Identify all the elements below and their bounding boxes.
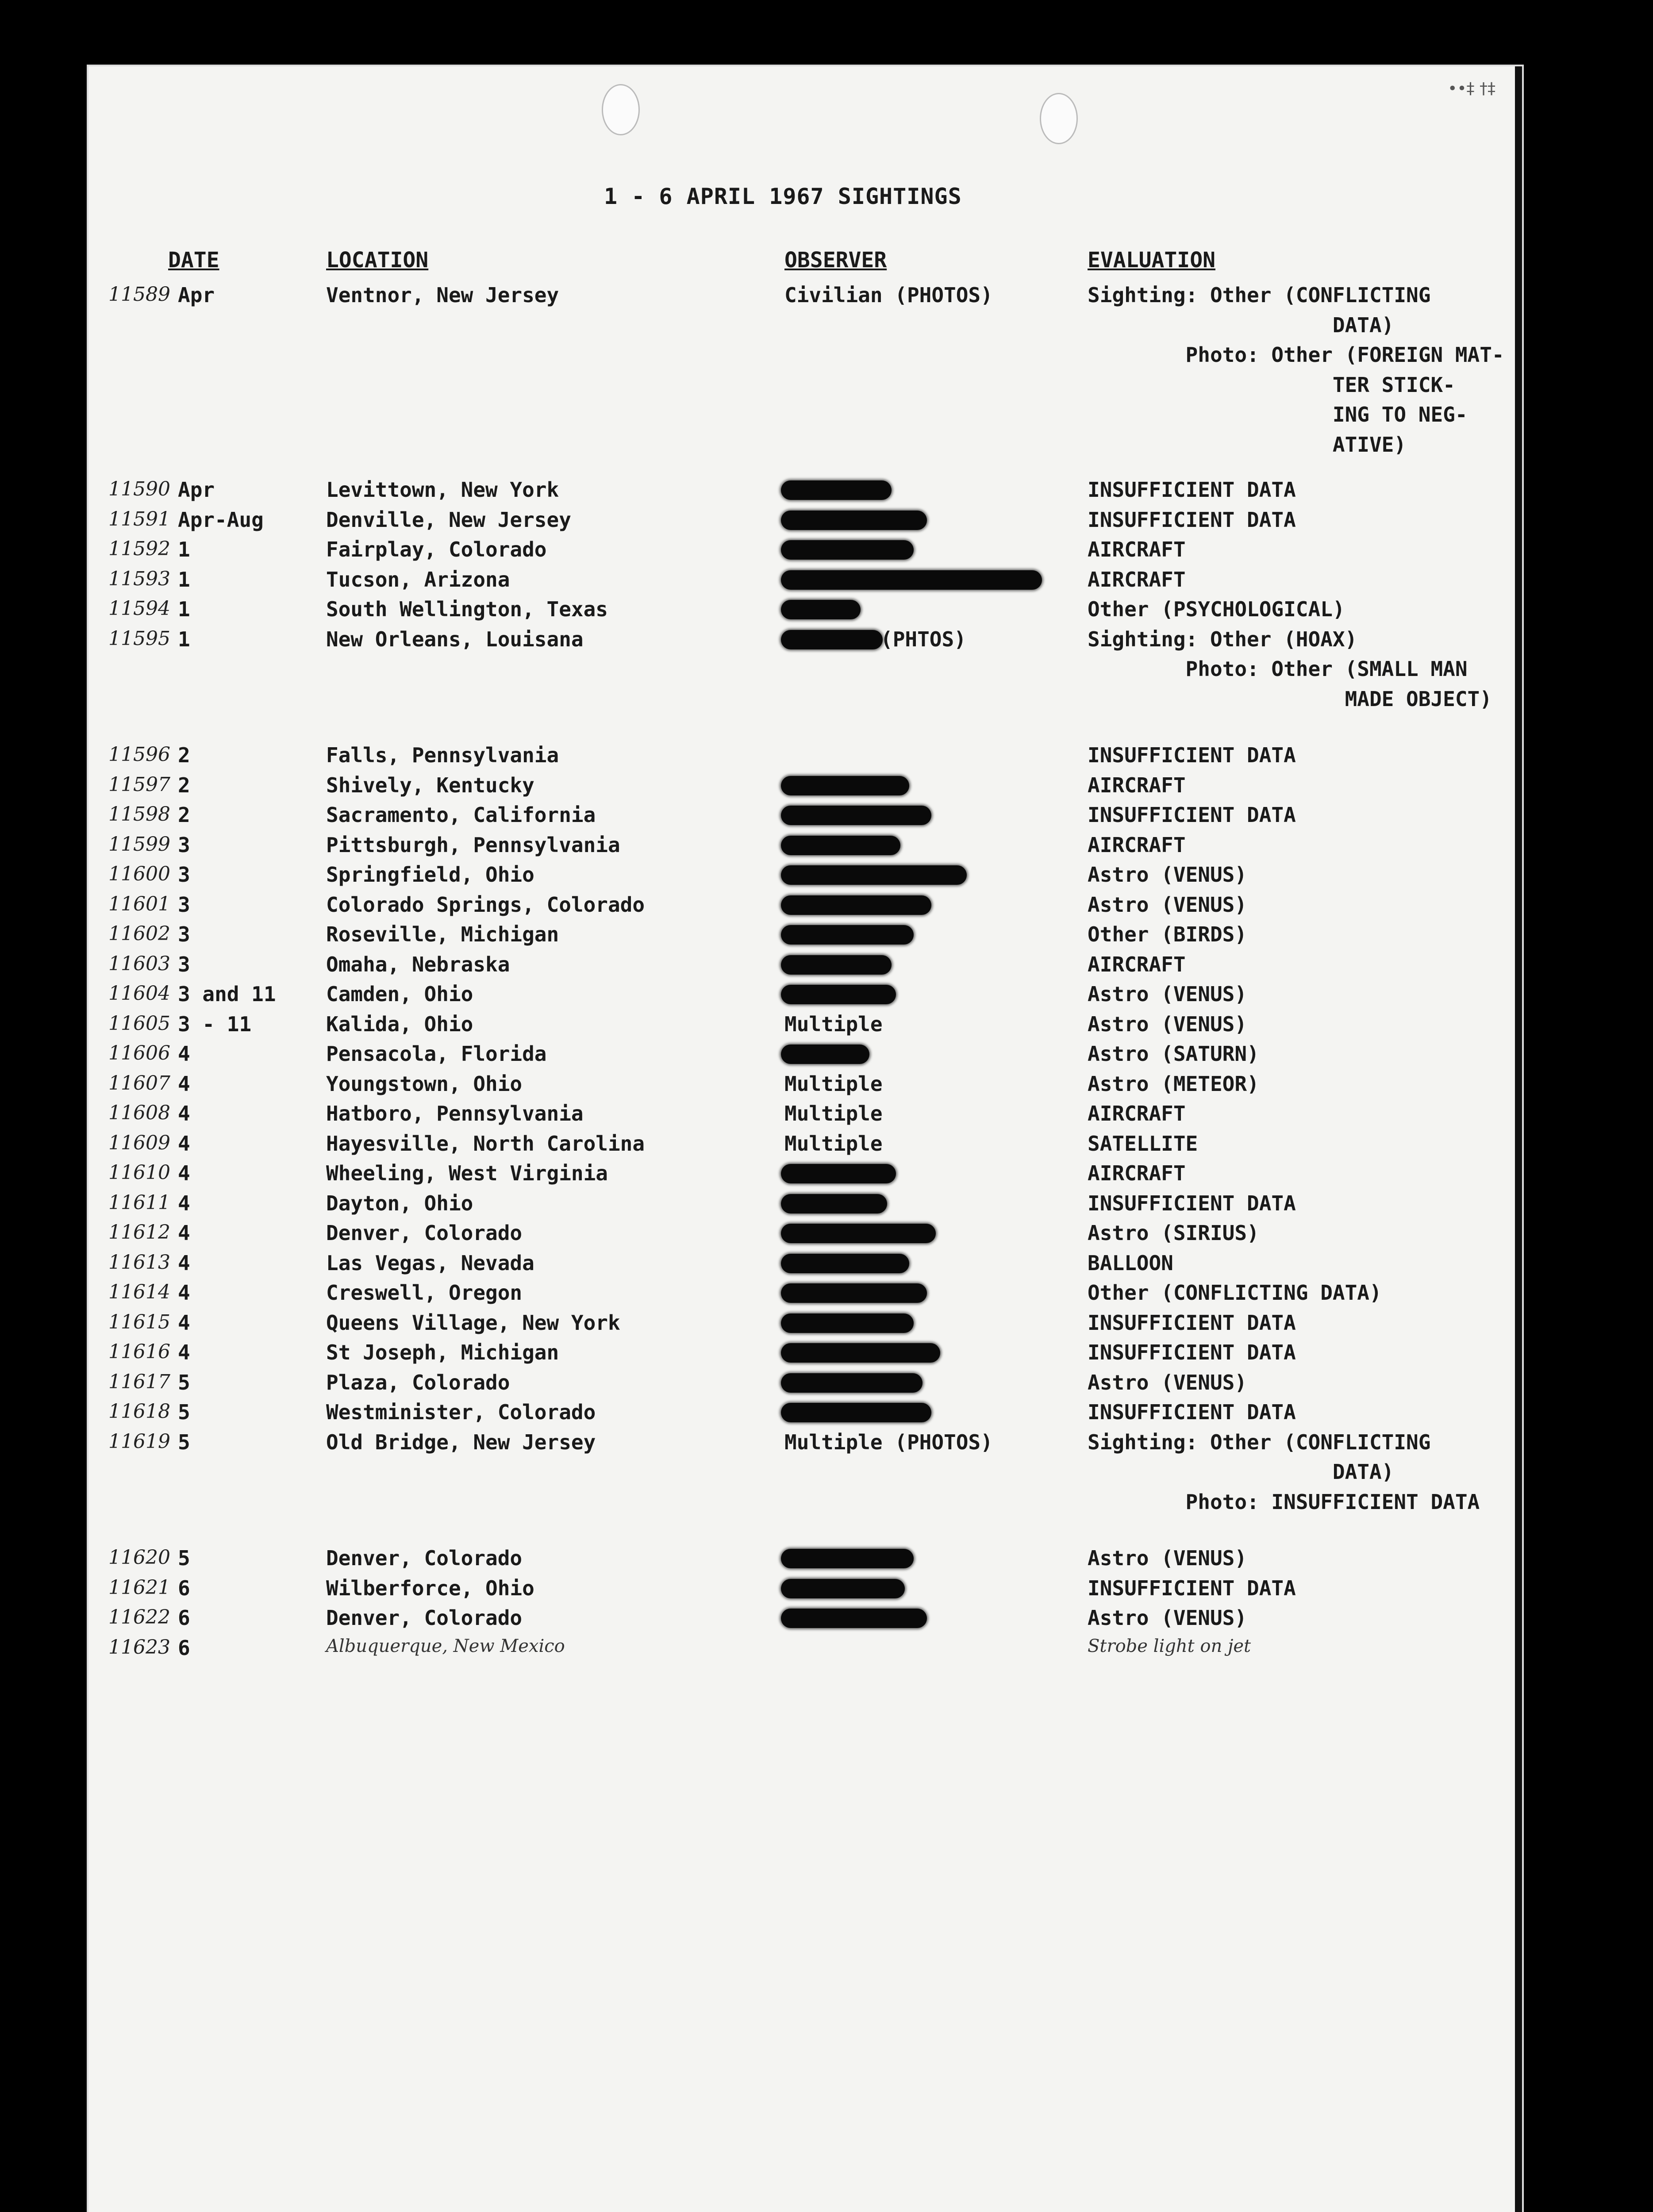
record-number: 11592 (108, 538, 170, 560)
sighting-date: 4 (178, 1221, 190, 1245)
evaluation-line: BALLOON (1088, 1251, 1173, 1275)
observer: Multiple (784, 1102, 883, 1125)
evaluation-line: AIRCRAFT (1088, 567, 1186, 591)
sighting-date: 4 (178, 1042, 190, 1066)
redaction-mark (781, 1403, 931, 1422)
sighting-date: 1 (178, 538, 190, 561)
sighting-date: 3 (178, 922, 190, 946)
table-row (88, 803, 1522, 830)
sighting-location: Sacramento, California (326, 803, 596, 827)
sighting-date: 4 (178, 1131, 190, 1156)
record-number: 11612 (108, 1221, 170, 1244)
header-observer: OBSERVER (784, 248, 887, 273)
redaction-mark (781, 895, 931, 915)
table-row (88, 833, 1522, 860)
table-row (88, 478, 1522, 504)
sighting-location: Kalida, Ohio (326, 1012, 473, 1036)
table-row (88, 1430, 1522, 1514)
sighting-date: 6 (178, 1606, 190, 1630)
sighting-location: Albuquerque, New Mexico (326, 1636, 565, 1656)
sighting-date: 1 (178, 597, 190, 621)
evaluation-line: Sighting: Other (CONFLICTING (1088, 283, 1431, 307)
record-number: 11618 (108, 1400, 170, 1423)
record-number: 11591 (108, 507, 170, 530)
evaluation-line: INSUFFICIENT DATA (1088, 743, 1296, 767)
table-row (88, 1102, 1522, 1128)
redaction-mark (781, 1164, 896, 1183)
redaction-mark (781, 1373, 923, 1393)
observer: Multiple (784, 1012, 883, 1036)
sighting-date: Apr (178, 283, 215, 307)
redaction-mark (781, 630, 883, 649)
redaction-mark (781, 1313, 914, 1333)
evaluation-line: Sighting: Other (CONFLICTING (1088, 1430, 1431, 1454)
evaluation-line: Other (CONFLICTING DATA) (1088, 1281, 1382, 1305)
sighting-date: 4 (178, 1340, 190, 1364)
sighting-location: Falls, Pennsylvania (326, 743, 559, 767)
sighting-date: 2 (178, 803, 190, 827)
sighting-location: Queens Village, New York (326, 1310, 620, 1335)
evaluation-line: Strobe light on jet (1088, 1636, 1251, 1656)
record-number: 11593 (108, 567, 170, 590)
evaluation-line: Astro (VENUS) (1088, 863, 1247, 887)
evaluation-line: AIRCRAFT (1088, 952, 1186, 976)
redaction-mark (781, 480, 892, 500)
table-row (88, 568, 1522, 594)
header-evaluation: EVALUATION (1088, 248, 1215, 273)
record-number: 11616 (108, 1340, 170, 1363)
table-row (88, 1371, 1522, 1397)
sighting-date: 4 (178, 1191, 190, 1215)
sighting-date: 6 (178, 1576, 190, 1600)
table-row (88, 1042, 1522, 1068)
observer: Multiple (PHOTOS) (784, 1430, 993, 1454)
sighting-location: Youngstown, Ohio (326, 1071, 523, 1096)
table-row (88, 922, 1522, 949)
redaction-mark (781, 1283, 927, 1303)
sighting-date: 2 (178, 773, 190, 797)
evaluation-line: Other (PSYCHOLOGICAL) (1088, 597, 1345, 621)
sighting-date: 4 (178, 1071, 190, 1096)
record-number: 11604 (108, 982, 170, 1005)
sighting-location: Dayton, Ohio (326, 1191, 473, 1215)
redaction-mark (781, 1224, 936, 1243)
evaluation-line: DATA) (1088, 313, 1394, 337)
evaluation-line: Photo: INSUFFICIENT DATA (1088, 1490, 1480, 1514)
table-row (88, 1072, 1522, 1098)
evaluation-line: DATA) (1088, 1460, 1394, 1484)
sighting-date: 1 (178, 627, 190, 651)
sighting-date: 5 (178, 1430, 190, 1454)
table-row (88, 1576, 1522, 1603)
table-row (88, 952, 1522, 979)
table-row (88, 1606, 1522, 1632)
redaction-mark (781, 1579, 905, 1598)
redaction-mark (781, 955, 892, 975)
record-number: 11603 (108, 952, 170, 975)
sighting-date: 3 (178, 863, 190, 887)
evaluation-line: AIRCRAFT (1088, 773, 1186, 797)
evaluation-line: AIRCRAFT (1088, 1102, 1186, 1125)
sighting-date: 4 (178, 1102, 190, 1125)
sighting-date: 3 (178, 892, 190, 917)
sighting-date: 4 (178, 1310, 190, 1335)
table-row (88, 982, 1522, 1009)
sighting-date: 2 (178, 743, 190, 767)
evaluation-line: INSUFFICIENT DATA (1088, 507, 1296, 532)
record-number: 11621 (108, 1576, 170, 1599)
table-row (88, 1012, 1522, 1039)
record-number: 11600 (108, 863, 170, 885)
record-number: 11614 (108, 1281, 170, 1303)
sighting-location: Fairplay, Colorado (326, 538, 547, 561)
redaction-mark (781, 1609, 927, 1628)
record-number: 11615 (108, 1310, 170, 1333)
record-number: 11596 (108, 743, 170, 766)
sighting-date: Apr-Aug (178, 507, 264, 532)
record-number: 11605 (108, 1012, 170, 1035)
sighting-date: 4 (178, 1281, 190, 1305)
evaluation-line: INSUFFICIENT DATA (1088, 1400, 1296, 1424)
sighting-location: Levittown, New York (326, 478, 559, 502)
record-number: 11610 (108, 1161, 170, 1184)
evaluation-line: ATIVE) (1088, 432, 1407, 457)
evaluation-line: INSUFFICIENT DATA (1088, 1340, 1296, 1364)
sighting-date: 3 (178, 952, 190, 976)
sighting-location: Colorado Springs, Colorado (326, 892, 645, 917)
observer: Multiple (784, 1131, 883, 1156)
redaction-mark (781, 776, 909, 795)
evaluation-line: Astro (VENUS) (1088, 1546, 1247, 1570)
header-date: DATE (168, 248, 219, 273)
sighting-location: Westminister, Colorado (326, 1400, 596, 1424)
record-number: 11622 (108, 1606, 170, 1628)
evaluation-line: INSUFFICIENT DATA (1088, 478, 1296, 502)
sighting-location: Pensacola, Florida (326, 1042, 547, 1066)
evaluation-line: MADE OBJECT) (1088, 687, 1492, 711)
evaluation-line: ING TO NEG- (1088, 403, 1468, 426)
table-row (88, 508, 1522, 534)
sighting-location: Hatboro, Pennsylvania (326, 1102, 584, 1125)
evaluation-line: AIRCRAFT (1088, 538, 1186, 561)
punch-hole-right (1040, 93, 1078, 144)
record-number: 11599 (108, 833, 170, 856)
observer: (PHTOS) (880, 627, 966, 651)
sighting-date: 6 (178, 1636, 190, 1660)
evaluation-line: AIRCRAFT (1088, 833, 1186, 857)
sighting-location: Tucson, Arizona (326, 567, 510, 591)
record-number: 11589 (108, 283, 170, 306)
sighting-location: Camden, Ohio (326, 982, 473, 1006)
evaluation-line: Astro (VENUS) (1088, 982, 1247, 1006)
record-number: 11601 (108, 892, 170, 915)
record-number: 11617 (108, 1370, 170, 1393)
sighting-date: 3 and 11 (178, 982, 276, 1006)
table-row (88, 1311, 1522, 1337)
record-number: 11595 (108, 627, 170, 650)
sighting-location: South Wellington, Texas (326, 597, 608, 621)
evaluation-line: Photo: Other (FOREIGN MAT- (1088, 343, 1504, 367)
record-number: 11609 (108, 1131, 170, 1154)
record-number: 11611 (108, 1191, 170, 1214)
evaluation-line: Astro (SATURN) (1088, 1042, 1259, 1066)
corner-mark: ••‡ †‡ (1448, 80, 1495, 98)
record-number: 11613 (108, 1251, 170, 1274)
punch-hole-left (602, 84, 640, 135)
evaluation-line: Photo: Other (SMALL MAN (1088, 657, 1468, 681)
sighting-location: Old Bridge, New Jersey (326, 1430, 596, 1454)
evaluation-line: INSUFFICIENT DATA (1088, 1576, 1296, 1600)
evaluation-line: Astro (METEOR) (1088, 1071, 1259, 1096)
sighting-location: Denver, Colorado (326, 1606, 523, 1630)
record-number: 11623 (108, 1636, 170, 1659)
record-number: 11594 (108, 597, 170, 620)
redaction-mark (781, 865, 967, 885)
record-number: 11620 (108, 1546, 170, 1569)
redaction-mark (781, 511, 927, 530)
sighting-location: Denville, New Jersey (326, 507, 571, 532)
table-row (88, 863, 1522, 889)
page-title: 1 - 6 APRIL 1967 SIGHTINGS (604, 184, 962, 209)
redaction-mark (781, 600, 861, 619)
redaction-mark (781, 806, 931, 825)
sighting-location: Shively, Kentucky (326, 773, 534, 797)
table-row (88, 1251, 1522, 1278)
sighting-location: Denver, Colorado (326, 1546, 523, 1570)
sighting-location: Wheeling, West Virginia (326, 1161, 608, 1185)
sighting-location: New Orleans, Louisana (326, 627, 584, 651)
evaluation-line: Other (BIRDS) (1088, 922, 1247, 946)
table-row (88, 1221, 1522, 1248)
sighting-date: Apr (178, 478, 215, 502)
sighting-location: Springfield, Ohio (326, 863, 534, 887)
sighting-location: Ventnor, New Jersey (326, 283, 559, 307)
table-row (88, 1161, 1522, 1188)
record-number: 11607 (108, 1071, 170, 1094)
table-row (88, 1191, 1522, 1218)
sighting-date: 1 (178, 567, 190, 591)
evaluation-line: INSUFFICIENT DATA (1088, 1310, 1296, 1335)
table-row (88, 1281, 1522, 1307)
sighting-date: 4 (178, 1161, 190, 1185)
sighting-location: Creswell, Oregon (326, 1281, 523, 1305)
redaction-mark (781, 1045, 869, 1064)
redaction-mark (781, 540, 914, 560)
table-row (88, 597, 1522, 624)
evaluation-line: Astro (VENUS) (1088, 1370, 1247, 1394)
redaction-mark (781, 836, 900, 855)
sighting-date: 3 (178, 833, 190, 857)
table-row (88, 1340, 1522, 1367)
table-row (88, 1546, 1522, 1573)
sighting-date: 5 (178, 1370, 190, 1394)
table-row (88, 627, 1522, 711)
evaluation-line: INSUFFICIENT DATA (1088, 803, 1296, 827)
evaluation-line: Astro (VENUS) (1088, 1012, 1247, 1036)
sighting-location: Denver, Colorado (326, 1221, 523, 1245)
table-row (88, 1636, 1522, 1663)
redaction-mark (781, 1194, 887, 1214)
sighting-location: Las Vegas, Nevada (326, 1251, 534, 1275)
table-row (88, 743, 1522, 770)
record-number: 11619 (108, 1430, 170, 1453)
redaction-mark (781, 1343, 940, 1363)
record-number: 11606 (108, 1042, 170, 1064)
evaluation-line: Sighting: Other (HOAX) (1088, 627, 1357, 651)
sighting-location: Hayesville, North Carolina (326, 1131, 645, 1156)
table-row (88, 1132, 1522, 1158)
sighting-location: Omaha, Nebraska (326, 952, 510, 976)
redaction-mark (781, 570, 1042, 590)
sighting-date: 3 - 11 (178, 1012, 252, 1036)
evaluation-line: Astro (VENUS) (1088, 1606, 1247, 1630)
redaction-mark (781, 1254, 909, 1273)
observer: Multiple (784, 1071, 883, 1096)
table-row (88, 283, 1522, 457)
sighting-date: 4 (178, 1251, 190, 1275)
table-row (88, 893, 1522, 919)
sighting-date: 5 (178, 1546, 190, 1570)
sighting-date: 5 (178, 1400, 190, 1424)
table-row (88, 773, 1522, 800)
sighting-location: Roseville, Michigan (326, 922, 559, 946)
evaluation-line: AIRCRAFT (1088, 1161, 1186, 1185)
redaction-mark (781, 925, 914, 945)
evaluation-line: INSUFFICIENT DATA (1088, 1191, 1296, 1215)
record-number: 11597 (108, 773, 170, 796)
evaluation-line: SATELLITE (1088, 1131, 1198, 1156)
evaluation-line: Astro (VENUS) (1088, 892, 1247, 917)
sighting-location: St Joseph, Michigan (326, 1340, 559, 1364)
record-number: 11602 (108, 922, 170, 945)
sighting-location: Pittsburgh, Pennsylvania (326, 833, 620, 857)
evaluation-line: TER STICK- (1088, 373, 1455, 397)
sighting-location: Plaza, Colorado (326, 1370, 510, 1394)
record-number: 11590 (108, 478, 170, 500)
header-location: LOCATION (326, 248, 429, 273)
table-row (88, 538, 1522, 564)
observer: Civilian (PHOTOS) (784, 283, 993, 307)
redaction-mark (781, 1549, 914, 1568)
record-number: 11608 (108, 1102, 170, 1124)
record-number: 11598 (108, 803, 170, 826)
document-page (88, 66, 1522, 2212)
evaluation-line: Astro (SIRIUS) (1088, 1221, 1259, 1245)
redaction-mark (781, 985, 896, 1004)
table-row (88, 1400, 1522, 1427)
sighting-location: Wilberforce, Ohio (326, 1576, 534, 1600)
